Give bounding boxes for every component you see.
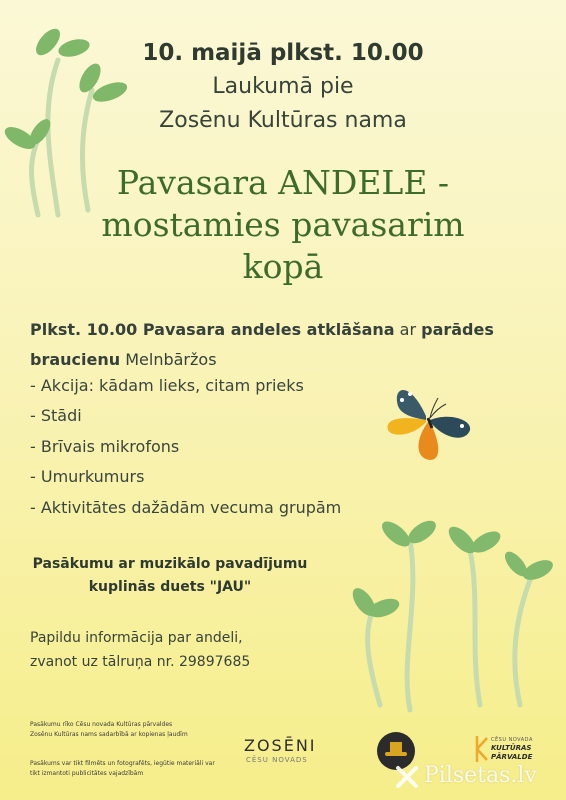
event-title-line1: Pavasara ANDELE - <box>116 163 450 202</box>
program-item: - Umurkumurs <box>30 467 145 486</box>
notice-line2: tikt izmantoti publicitātes vajadzībām <box>30 770 144 777</box>
kulturas-line: KULTŪRAS <box>491 744 532 752</box>
program-opening <box>30 315 500 375</box>
zoseni-logo-subtitle: CĒSU NOVADS <box>246 756 308 764</box>
opening-place: Melnbāržos <box>120 350 217 369</box>
music-line2: kuplinās duets "JAU" <box>88 579 252 595</box>
program-item: - Aktivitātes dažādām vecuma grupām <box>30 498 342 517</box>
opening-ar: ar <box>394 320 422 339</box>
watermark-icon <box>394 764 420 790</box>
organizer-note <box>30 720 260 740</box>
program-item: - Akcija: kādam lieks, citam prieks <box>30 376 304 395</box>
opening-time: Plkst. 10.00 Pavasara andeles atklāšana <box>30 320 395 339</box>
event-place-line2: Zosēnu Kultūras nama <box>159 108 407 133</box>
program-item: - Stādi <box>30 406 82 425</box>
opening-parade: parādes braucienu <box>30 320 494 369</box>
music-note <box>0 553 340 599</box>
parvalde-line: PĀRVALDE <box>491 753 533 761</box>
organizer-line2: Zosēnu Kultūras nams sadarbībā ar kopienas ļaudīm <box>30 731 188 738</box>
contact-line1: Papildu informācija par andeli, <box>30 630 243 646</box>
zoseni-logo: ZOSĒNI <box>244 736 317 755</box>
kulturas-parvalde-logo-icon <box>474 734 490 764</box>
kulturas-parvalde-name <box>491 744 532 762</box>
event-title-line2: mostamies pavasarim <box>101 205 465 244</box>
contact-info <box>30 626 250 674</box>
kulturas-parvalde-small: CĒSU NOVADA <box>491 737 533 743</box>
contact-line2: zvanot uz tālruņa nr. 29897685 <box>30 654 251 670</box>
event-date-time: 10. maijā plkst. 10.00 <box>142 40 424 66</box>
notice-line1: Pasākums var tikt filmēts un fotografēts, iegūtie materiāli var <box>30 760 215 767</box>
music-line1: Pasākumu ar muzikālo pavadījumu <box>32 556 308 572</box>
organizer-line1: Pasākumu rīko Cēsu novada Kultūras pārvaldes <box>30 721 173 728</box>
event-title-line3: kopā <box>242 247 324 286</box>
program-item: - Brīvais mikrofons <box>30 437 180 456</box>
event-place-line1: Laukumā pie <box>212 74 354 99</box>
butterfly-illustration <box>380 372 476 468</box>
watermark-text: Pilsetas.lv <box>424 763 537 788</box>
filming-notice <box>30 759 260 779</box>
sprouts-bottom-right-illustration <box>340 510 566 720</box>
event-title <box>0 162 566 288</box>
